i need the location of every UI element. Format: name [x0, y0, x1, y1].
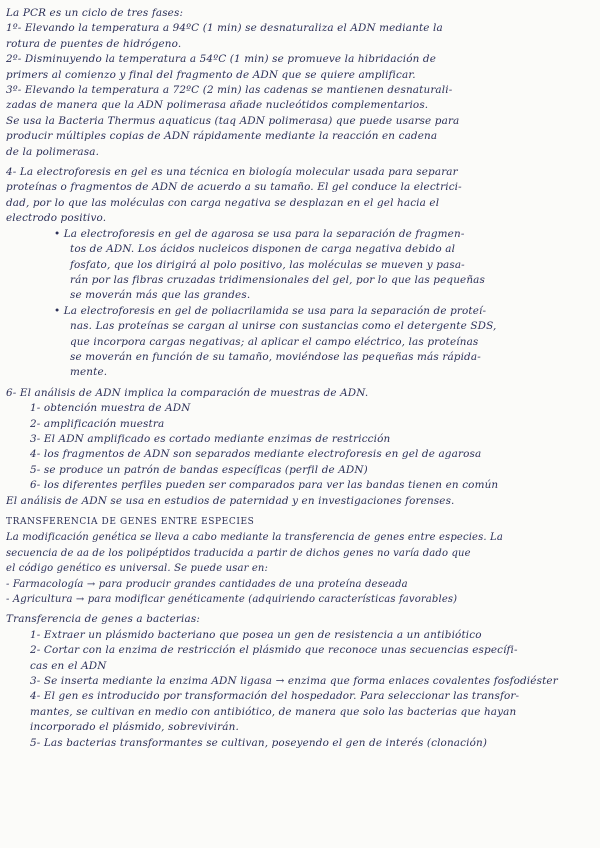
text-line: proteínas o fragmentos de ADN de acuerdo a su tamaño. El gel conduce la electrici-: [6, 181, 462, 194]
text-line: nas. Las proteínas se cargan al unirse con sustancias como el detergente SDS,: [70, 320, 497, 333]
text-line: 6- El análisis de ADN implica la comparación de muestras de ADN.: [6, 386, 369, 399]
text-line: producir múltiples copias de ADN rápidamente mediante la reacción en cadena: [6, 130, 438, 143]
notes-body: [6, 6, 592, 751]
text-line: Se usa la Bacteria Thermus aquaticus (taq ADN polimerasa) que puede usarse para: [6, 114, 460, 127]
text-line: 1- Extraer un plásmido bacteriano que posea un gen de resistencia a un antibiótico: [30, 628, 482, 641]
text-line: 4- El gen es introducido por transformación del hospedador. Para seleccionar las transfor-: [30, 690, 520, 703]
text-line: mantes, se cultivan en medio con antibiótico, de manera que solo las bacterias que hayan: [30, 705, 517, 718]
text-line: 2º- Disminuyendo la temperatura a 54ºC (1 min) se promueve la hibridación de: [6, 53, 437, 66]
text-line: secuencia de aa de los polipéptidos traducida a partir de dichos genes no varía dado que: [6, 547, 471, 559]
text-line: rotura de puentes de hidrógeno.: [6, 37, 182, 50]
text-line: 5- Las bacterias transformantes se cultivan, poseyendo el gen de interés (clonación): [30, 736, 488, 749]
text-line: La PCR es un ciclo de tres fases:: [6, 7, 184, 19]
text-line: - Farmacología → para producir grandes cantidades de una proteína deseada: [6, 578, 408, 590]
text-line: El análisis de ADN se usa en estudios de paternidad y en investigaciones forenses.: [6, 494, 455, 507]
text-line: rán por las fibras cruzadas tridimensionales del gel, por lo que las pequeñas: [70, 273, 485, 286]
text-line: 3- Se inserta mediante la enzima ADN ligasa → enzima que forma enlaces covalentes fosfodiéster: [30, 675, 558, 688]
text-line: 4- los fragmentos de ADN son separados mediante electroforesis en gel de agarosa: [30, 448, 482, 461]
text-line: 4- La electroforesis en gel es una técnica en biología molecular usada para separar: [6, 166, 458, 179]
text-line: se moverán más que las grandes.: [70, 289, 251, 302]
text-line: que incorpora cargas negativas; al aplicar el campo eléctrico, las proteínas: [70, 335, 479, 348]
text-line: primers al comienzo y final del fragmento de ADN que se quiere amplificar.: [6, 68, 416, 81]
text-line: - Agricultura → para modificar genéticamente (adquiriendo características favorables): [6, 594, 458, 606]
text-line: de la polimerasa.: [6, 145, 100, 158]
text-line: mente.: [70, 366, 108, 379]
text-line: dad, por lo que las moléculas con carga negativa se desplazan en el gel hacia el: [6, 196, 440, 209]
text-line: el código genético es universal. Se puede usar en:: [6, 563, 269, 575]
text-line: 1º- Elevando la temperatura a 94ºC (1 min) se desnaturaliza el ADN mediante la: [6, 22, 443, 35]
text-line: fosfato, que los dirigirá al polo positivo, las moléculas se mueven y pasa-: [70, 258, 465, 271]
text-line: incorporado el plásmido, sobrevivirán.: [30, 721, 239, 734]
text-line: 5- se produce un patrón de bandas específicas (perfil de ADN): [30, 463, 368, 476]
text-line: zadas de manera que la ADN polimerasa añade nucleótidos complementarios.: [6, 99, 429, 112]
text-line: 6- los diferentes perfiles pueden ser comparados para ver las bandas tienen en común: [30, 479, 499, 492]
text-line: TRANSFERENCIA DE GENES ENTRE ESPECIES: [6, 517, 255, 527]
text-line: 2- amplificación muestra: [30, 417, 165, 430]
text-line: • La electroforesis en gel de poliacrilamida se usa para la separación de proteí-: [54, 304, 487, 317]
text-line: Transferencia de genes a bacterias:: [6, 613, 200, 626]
text-line: electrodo positivo.: [6, 212, 107, 225]
text-line: 3º- Elevando la temperatura a 72ºC (2 min) las cadenas se mantienen desnaturali-: [6, 84, 453, 97]
text-line: 1- obtención muestra de ADN: [30, 402, 191, 415]
text-line: tos de ADN. Los ácidos nucleicos disponen de carga negativa debido al: [70, 243, 456, 256]
text-line: La modificación genética se lleva a cabo mediante la transferencia de genes entre especies. La: [6, 532, 503, 544]
text-line: cas en el ADN: [30, 659, 107, 672]
text-line: • La electroforesis en gel de agarosa se usa para la separación de fragmen-: [54, 227, 465, 240]
text-line: 3- El ADN amplificado es cortado mediante enzimas de restricción: [30, 432, 391, 445]
text-line: 2- Cortar con la enzima de restricción el plásmido que reconoce unas secuencias específi-: [30, 644, 518, 657]
text-line: se moverán en función de su tamaño, moviéndose las pequeñas más rápida-: [70, 350, 481, 363]
